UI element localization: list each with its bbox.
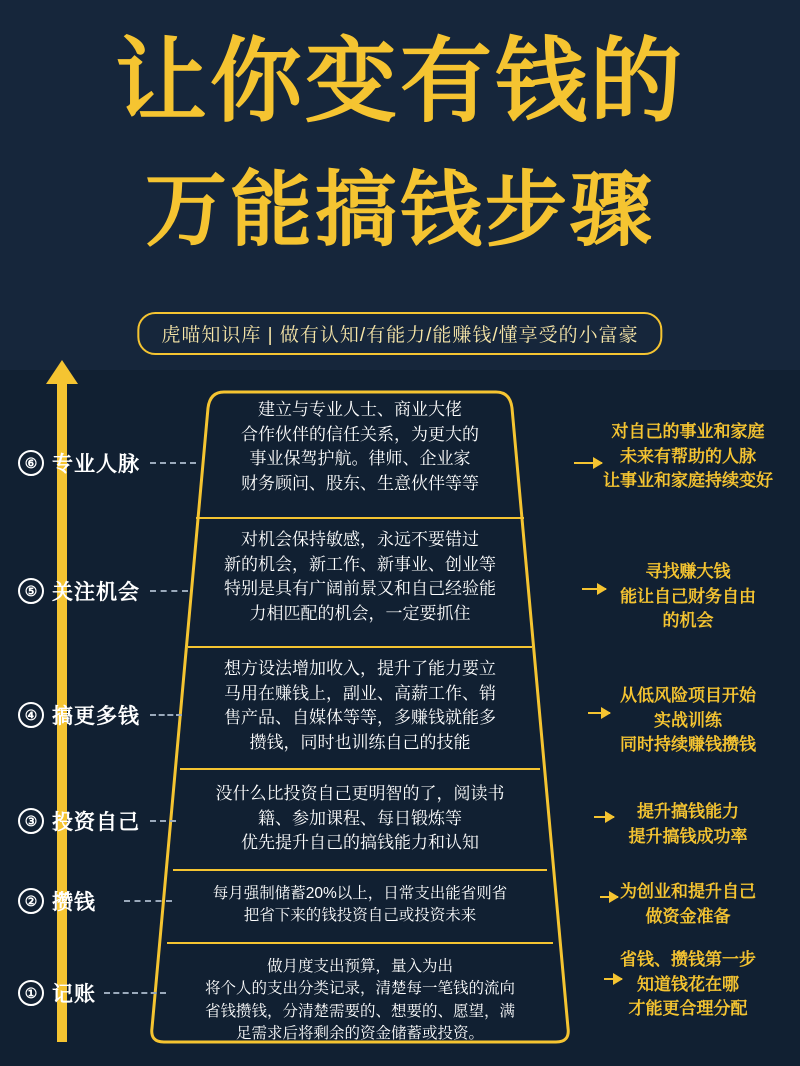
step-note-3: 提升搞钱能力 提升搞钱成功率: [628, 802, 748, 846]
steps-diagram: [0, 370, 800, 1066]
step-note-1: 省钱、攒钱第一步 知道钱花在哪 才能更合理分配: [620, 950, 756, 1019]
subtitle-pill: [137, 312, 662, 355]
page-title-line1: 让你变有钱的: [114, 31, 685, 133]
subtitle-text: 虎喵知识库 | 做有认知/有能力/能赚钱/懂享受的小富豪: [161, 325, 639, 346]
step-number-1: ①: [18, 980, 44, 1006]
step-label-3[interactable]: [18, 806, 140, 836]
step-note-4: 从低风险项目开始 实战训练 同时持续赚钱攒钱: [620, 686, 756, 755]
step-number-5: ⑤: [18, 578, 44, 604]
dash-connector-3: [150, 820, 176, 822]
page-title-line2: 万能搞钱步骤: [144, 165, 655, 256]
step-number-3: ③: [18, 808, 44, 834]
step-body-3: 没什么比投资自己更明智的了，阅读书 籍、参加课程、每日锻炼等 优先提升自己的搞钱能力和认知: [215, 784, 505, 853]
step-label-4[interactable]: [18, 700, 140, 730]
step-body-2: 每月强制储蓄20%以上，日常支出能省则省 把省下来的钱投资自己或投资未来: [212, 885, 508, 925]
step-body-4: 想方设法增加收入，提升了能力要立 马用在赚钱上，副业、高薪工作、销 售产品、自媒体等等，多赚钱就能多 攒钱，同时也训练自己的技能: [224, 659, 496, 752]
step-name-2: 攒钱: [52, 891, 96, 914]
header-banner: [0, 0, 800, 370]
step-note-6: 对自己的事业和家庭 未来有帮助的人脉 让事业和家庭持续变好: [603, 422, 773, 491]
dash-connector-6: [150, 462, 196, 464]
step-number-6: ⑥: [18, 450, 44, 476]
step-body-5: 对机会保持敏感，永远不要错过 新的机会，新工作、新事业、创业等 特别是具有广阔前景又和自己经验能 力相匹配的机会，一定要抓住: [224, 530, 496, 623]
step-name-5: 关注机会: [52, 581, 140, 604]
funnel-shape: [150, 378, 570, 1056]
step-name-3: 投资自己: [52, 811, 140, 834]
step-label-6[interactable]: [18, 448, 140, 478]
dash-connector-2: [124, 900, 172, 902]
step-number-4: ④: [18, 702, 44, 728]
step-label-1[interactable]: [18, 978, 96, 1008]
step-body-1: 做月度支出预算，量入为出 将个人的支出分类记录，清楚每一笔钱的流向 省钱攒钱，分清楚需要的、想要的、愿望，满 足需求后将剩余的资金储蓄或投资。: [204, 958, 515, 1043]
step-note-2: 为创业和提升自己 做资金准备: [620, 882, 756, 926]
step-body-6: 建立与专业人士、商业大佬 合作伙伴的信任关系，为更大的 事业保驾护航。律师、企业家 财务顾问、股东、生意伙伴等等: [241, 400, 479, 493]
dash-connector-1: [104, 992, 166, 994]
step-number-2: ②: [18, 888, 44, 914]
step-label-2[interactable]: [18, 886, 96, 916]
dash-connector-5: [150, 590, 188, 592]
step-name-4: 搞更多钱: [52, 705, 140, 728]
step-label-5[interactable]: [18, 576, 140, 606]
step-name-6: 专业人脉: [52, 453, 140, 476]
step-note-5: 寻找赚大钱 能让自己财务自由 的机会: [620, 562, 756, 631]
dash-connector-4: [150, 714, 182, 716]
step-name-1: 记账: [52, 983, 96, 1006]
